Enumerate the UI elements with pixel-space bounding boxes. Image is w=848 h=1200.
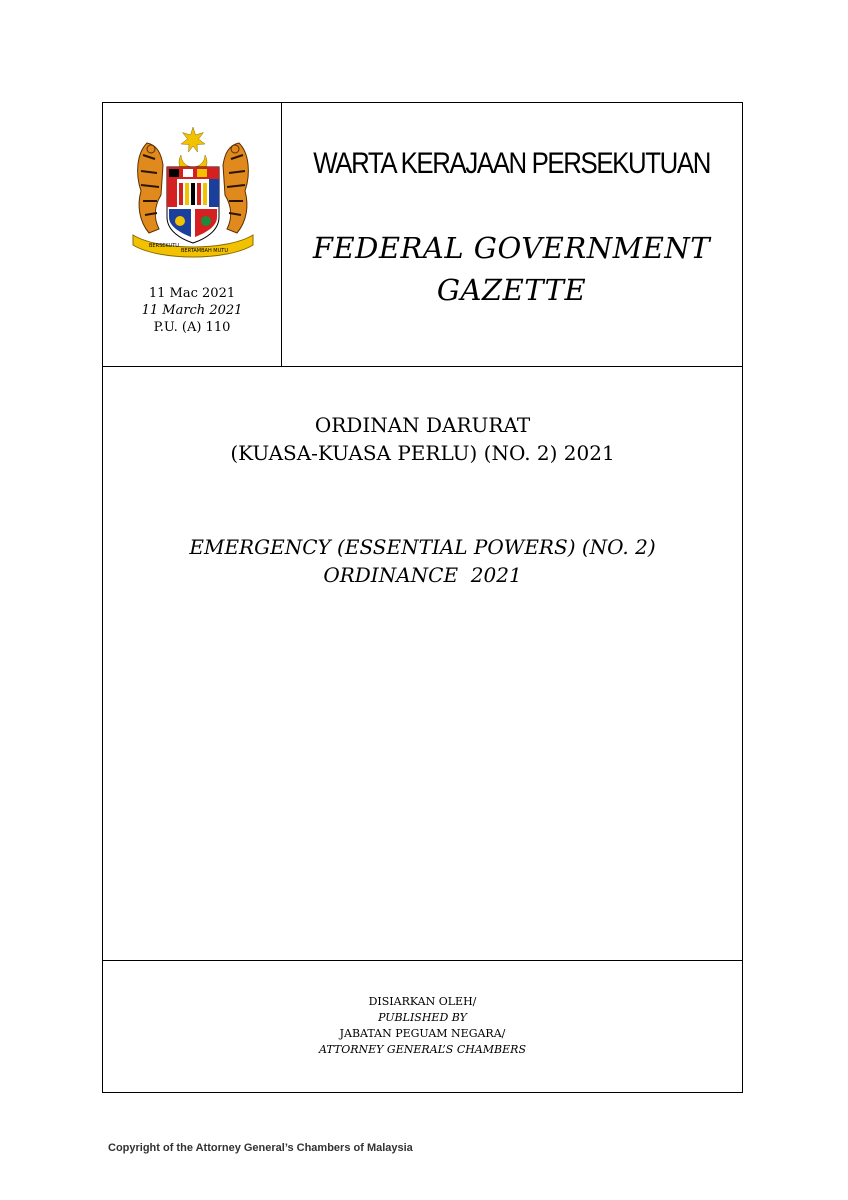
gazette-title-malay: WARTA KERAJAAN PERSEKUTUAN — [313, 147, 710, 180]
publisher-block — [103, 994, 742, 1058]
gazette-cover-frame — [102, 102, 743, 1093]
malaysia-coat-of-arms-icon — [129, 125, 257, 265]
ordinance-title-malay-line1: ORDINAN DARURAT — [314, 413, 531, 437]
svg-text:BERSEKUTU: BERSEKUTU — [149, 243, 179, 249]
publisher-line-english: PUBLISHED BY — [378, 1011, 467, 1024]
ordinance-title-english-line1: EMERGENCY (ESSENTIAL POWERS) (NO. 2) — [189, 535, 656, 559]
header-divider — [103, 366, 742, 367]
publisher-name-english: ATTORNEY GENERAL’S CHAMBERS — [319, 1043, 526, 1056]
issue-meta — [103, 285, 281, 336]
publisher-line-malay: DISIARKAN OLEH/ — [368, 995, 477, 1008]
gazette-title-english — [281, 227, 742, 311]
gazette-title-english-line1: FEDERAL GOVERNMENT — [312, 231, 711, 265]
svg-text:BERTAMBAH MUTU: BERTAMBAH MUTU — [181, 248, 228, 254]
gazette-title-english-line2: GAZETTE — [436, 273, 587, 307]
ordinance-title-english — [103, 533, 742, 589]
publisher-name-malay: JABATAN PEGUAM NEGARA/ — [339, 1027, 506, 1040]
footer-divider — [103, 960, 742, 961]
pu-number: P.U. (A) 110 — [153, 320, 231, 335]
issue-date-english: 11 March 2021 — [141, 303, 243, 318]
ordinance-title-malay-line2: (KUASA-KUASA PERLU) (NO. 2) 2021 — [230, 441, 615, 465]
copyright-notice: Copyright of the Attorney General’s Chambers of Malaysia — [108, 1142, 413, 1154]
ordinance-title-english-line2: ORDINANCE 2021 — [323, 563, 522, 587]
issue-date-malay: 11 Mac 2021 — [148, 286, 236, 301]
ordinance-title-malay — [103, 411, 742, 467]
